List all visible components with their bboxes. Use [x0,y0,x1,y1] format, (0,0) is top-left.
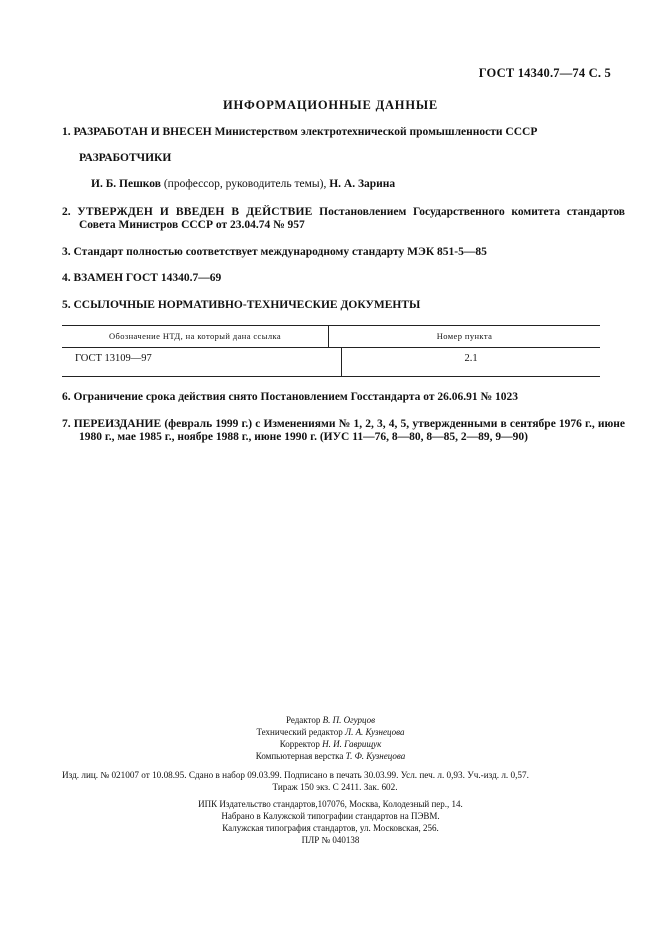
tech-editor-name: Л. А. Кузнецова [344,727,405,737]
publication-run-line: Тираж 150 экз. С 2411. Зак. 602. [272,782,398,792]
item-number: 4. [62,272,71,284]
item-number: 1. [62,126,71,138]
editor-line: Редактор В. П. Огурцов [285,715,376,725]
tech-editor-line: Технический редактор Л. А. Кузнецова [256,727,405,737]
table-cell-clause: 2.1 [464,353,478,364]
table-header-row [62,326,600,348]
developers-label: РАЗРАБОТЧИКИ [79,152,172,164]
reference-table [62,325,600,377]
publication-details [62,769,608,793]
publisher-address: ИПК Издательство стандартов,107076, Москва, Колодезный пер., 14. [198,799,463,809]
item-1-heading: РАЗРАБОТАН И ВНЕСЕН [73,126,212,138]
item-3 [62,246,608,259]
printer-info [0,798,661,846]
item-3-text: Стандарт полностью соответствует международному стандарту МЭК 851-5—85 [73,246,487,258]
item-2 [62,206,625,232]
layout-line: Компьютерная верстка Т. Ф. Кузнецова [255,751,406,761]
item-number: 2. [62,206,71,218]
item-number: 7. [62,418,71,430]
developer-name: Н. А. Зарина [329,178,396,190]
item-number: 5. [62,299,71,311]
item-4-text: ВЗАМЕН ГОСТ 14340.7—69 [73,272,222,284]
item-2-text: Постановлением Государственного комитета стандартов Совета Министров СССР от 23.04.74 № 957 [79,206,626,231]
corrector-name: Н. И. Гаврищук [322,739,382,749]
standard-code-header: ГОСТ 14340.7—74 С. 5 [478,66,611,80]
imprint-credits [0,714,661,762]
table-header-document: Обозначение НТД, на который дана ссылка [62,326,329,347]
typesetting-note: Набрано в Калужской типографии стандартов на ПЭВМ. [221,811,440,821]
item-1-text: Министерством электротехнической промышленности СССР [214,126,538,138]
item-5-text: ССЫЛОЧНЫЕ НОРМАТИВНО-ТЕХНИЧЕСКИЕ ДОКУМЕНТЫ [73,299,421,311]
plr-number: ПЛР № 040138 [301,835,360,845]
editor-name: В. П. Огурцов [322,715,376,725]
item-7 [62,418,625,444]
table-header-clause: Номер пункта [436,331,493,341]
developers-list [91,178,395,190]
item-7-heading: ПЕРЕИЗДАНИЕ [73,418,162,430]
item-number: 6. [62,391,71,403]
item-number: 3. [62,246,71,258]
item-1 [62,126,608,139]
corrector-line: Корректор Н. И. Гаврищук [279,739,382,749]
item-6 [62,391,608,404]
item-4 [62,272,608,285]
table-row [62,348,600,376]
item-2-heading: УТВЕРЖДЕН И ВВЕДЕН В ДЕЙСТВИЕ [77,206,313,218]
section-title: ИНФОРМАЦИОННЫЕ ДАННЫЕ [222,98,439,112]
item-7-text: (февраль 1999 г.) с Изменениями № 1, 2, 3, 4, 5, утвержденными в сентябре 1976 г., июне 1980 г., мае 1985 г., ноябре 1988 г., июне 1990 г. (ИУС 11—76, 8—80, 8—85, 2—89, 9—90) [79,418,626,443]
item-6-text: Ограничение срока действия снято Постановлением Госстандарта от 26.06.91 № 1023 [73,391,518,403]
publication-license-line: Изд. лиц. № 021007 от 10.08.95. Сдано в набор 09.03.99. Подписано в печать 30.03.99. Усл. печ. л. 0,93. Уч.-изд. л. 0,57. [62,770,529,780]
item-5 [62,299,608,312]
layout-name: Т. Ф. Кузнецова [345,751,406,761]
developer-role: (профессор, руководитель темы), [163,178,327,190]
table-cell-document: ГОСТ 13109—97 [62,348,342,376]
printer-address: Калужская типография стандартов, ул. Московская, 256. [222,823,439,833]
developer-name: И. Б. Пешков [91,178,161,190]
